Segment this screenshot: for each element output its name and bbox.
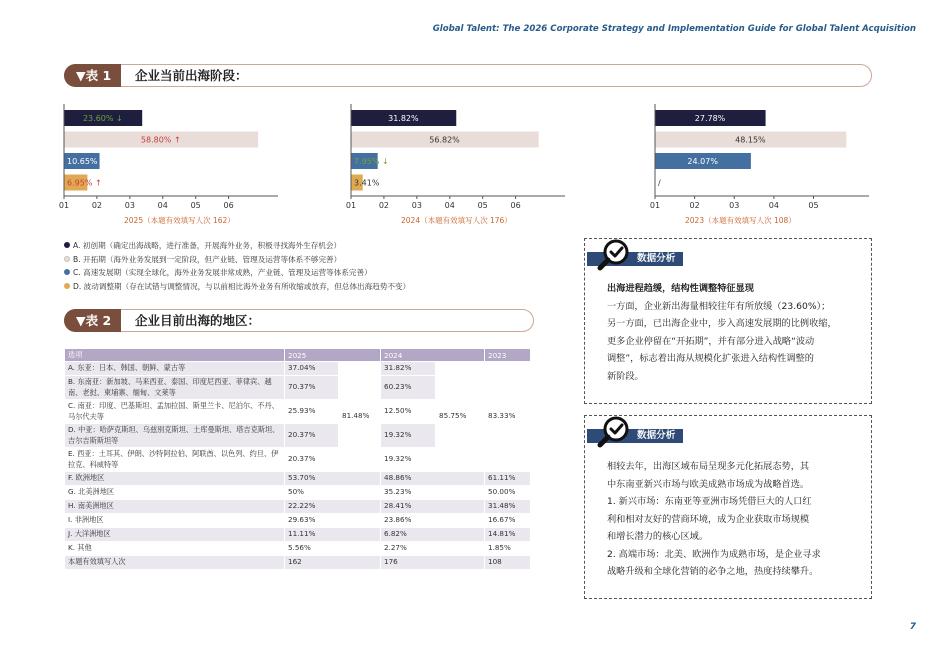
x-tick-label: 01 [345,201,357,210]
x-tick-label: 02 [91,201,103,210]
chart-2024-svg [345,104,571,212]
region-table-header [65,349,530,361]
analysis-1-heading: 出海进程趋缓，结构性调整特征显现 [607,283,754,294]
row-2023: 50.00% [485,486,530,499]
chart-legend [64,239,410,293]
asia-total-2023: 83.33% [485,362,530,471]
analysis-2-line: 利和相对友好的营商环境，成为企业获取市场规模 [607,513,810,525]
table-row [65,500,530,513]
row-label: B. 东南亚：新加坡、马来西亚、泰国、印度尼西亚、菲律宾、越南、老挝、柬埔寨、缅甸、文莱等 [65,376,284,399]
bar-label-b: 58.80% ↑ [140,135,181,145]
row-2023: 31.48% [485,500,530,513]
legend-dot-a [64,242,70,248]
row-label: A. 东亚：日本、韩国、朝鲜、蒙古等 [65,362,284,375]
row-2024: 19.32% [381,424,435,447]
row-2024: 60.23% [381,376,435,399]
legend-dot-d [64,283,70,289]
asia-total-2025: 81.48% [339,362,380,471]
row-2025: 29.63% [285,514,380,527]
row-label: I. 非洲地区 [65,514,284,527]
chart-2025-caption: 2025（本题有效填写人次 162） [124,216,235,225]
header-title: Global Talent: The 2026 Corporate Strategy and Implementation Guide for Global Talent Acquisition [432,24,916,34]
x-tick-label: 01 [649,201,661,210]
chart-2023-svg [649,104,875,212]
row-2025: 162 [285,556,380,569]
row-2025: 70.37% [285,376,338,399]
row-2023: 16.67% [485,514,530,527]
magnifier-check-icon [597,237,631,271]
legend-text-c: C. 高速发展期（实现全球化，海外业务发展非常成熟，产业链、管理及运营等体系完善） [73,268,372,278]
legend-item-c [64,266,410,280]
row-label: 本题有效填写人次 [65,556,284,569]
analysis-1-line: 另一方面，已出海企业中，步入高速发展期的比例收缩， [607,318,837,329]
row-2025: 53.70% [285,472,380,485]
analysis-2-body [607,458,853,581]
row-2023: 1.85% [485,542,530,555]
section1-header [64,64,872,87]
table-row [65,472,530,485]
analysis-2-line: 中东南亚新兴市场与欧美成熟市场成为战略首选。 [607,478,810,490]
row-label: K. 其他 [65,542,284,555]
x-tick-label: 05 [477,201,488,210]
page-number: 7 [909,622,916,632]
row-2023: 108 [485,556,530,569]
bar-label-d: 3.41% [354,178,380,188]
chart-2023 [649,104,875,225]
x-tick-label: 03 [729,201,740,210]
bar-label-c: 24.07% [687,157,718,166]
legend-item-b [64,253,410,267]
row-label: D. 中亚：哈萨克斯坦、乌兹别克斯坦、土库曼斯坦、塔吉克斯坦、吉尔吉斯斯坦等 [65,424,284,447]
analysis-2-label: 数据分析 [637,430,676,441]
bar-label-a: 23.60% ↓ [82,114,123,123]
bar-label-a: 31.82% [388,114,419,123]
x-tick-label: 03 [411,201,422,210]
legend-text-d: D. 波动调整期（存在试错与调整情况，与以前相比海外业务有所收缩或放弃，但总体出海趋势不变） [73,281,411,291]
analysis-2-line: 相较去年，出海区域布局呈现多元化拓展态势，其 [607,461,810,472]
analysis-1-line: 调整”，标志着出海从规模化扩张进入结构性调整的 [607,353,814,364]
section1-title: 企业当前出海阶段： [135,68,248,83]
analysis-1-label: 数据分析 [637,253,676,264]
bar-label-b: 56.82% [429,135,460,145]
row-2024: 31.82% [381,362,435,375]
bar-label-b: 48.15% [735,135,766,145]
row-2025: 20.37% [285,424,338,447]
analysis-1-line: 一方面，企业新出海量相较往年有所放缓（23.60%）； [607,300,831,312]
row-2024: 23.86% [381,514,484,527]
row-label: C. 南亚：印度、巴基斯坦、孟加拉国、斯里兰卡、尼泊尔、不丹、马尔代夫等 [65,400,284,423]
x-tick-label: 02 [689,201,700,210]
region-table [64,348,531,570]
chart-2024-caption: 2024（本题有效填写人次 176） [401,216,512,225]
asia-total-2024: 85.75% [436,362,484,471]
legend-dot-c [64,269,70,275]
x-tick-label: 03 [124,201,135,210]
row-label: J. 大洋洲地区 [65,528,284,541]
row-2024: 2.27% [381,542,484,555]
x-tick-label: 01 [58,201,70,210]
chart-2024 [345,104,571,225]
legend-text-a: A. 初创期（确定出海战略，进行准备，开展海外业务，积极寻找海外生存机会） [73,241,342,250]
section2-tag: ▼表 2 [64,309,121,332]
section1-tag: ▼表 1 [64,64,121,87]
row-2025: 37.04% [285,362,338,375]
row-2023: 61.11% [485,472,530,485]
row-2025: 25.93% [285,400,338,423]
x-tick-label: 05 [190,201,201,210]
row-2024: 28.41% [381,500,484,513]
bar-label-d: 6.95% ↑ [67,178,102,188]
row-2024: 19.32% [381,448,435,471]
section2-title: 企业目前出海的地区： [135,313,261,328]
row-label: G. 北美洲地区 [65,486,284,499]
header-2025: 2025 [285,349,380,361]
row-label: E. 西亚：土耳其、伊朗、沙特阿拉伯、阿联酋、以色列、约旦、伊拉克、科威特等 [65,448,284,471]
table-row [65,514,530,527]
section2-header [64,309,534,332]
chart-2023-caption: 2023（本题有效填写人次 108） [685,216,796,225]
legend-dot-b [64,256,70,262]
row-2024: 35.23% [381,486,484,499]
x-tick-label: 06 [510,201,521,210]
header-option: 选项 [65,349,284,361]
analysis-box-1 [584,238,872,404]
header-2023: 2023 [485,349,530,361]
row-2024: 176 [381,556,484,569]
bar-label-c: 10.65% [67,157,98,166]
analysis-2-line: 和增长潜力的核心区域。 [607,531,709,542]
bar-label-d: / [658,178,661,188]
row-2023: 14.81% [485,528,530,541]
row-2025: 11.11% [285,528,380,541]
bar-label-a: 27.78% [694,114,726,123]
row-2024: 6.82% [381,528,484,541]
row-2025: 50% [285,486,380,499]
table-row [65,362,530,375]
header-2024: 2024 [381,349,484,361]
bar-label-c: 7.95% ↓ [354,157,389,166]
row-2025: 20.37% [285,448,338,471]
legend-text-b: B. 开拓期（海外业务发展到一定阶段，但产业链、管理及运营等体系不够完善） [73,254,342,264]
table-row [65,556,530,569]
legend-item-d [64,280,410,294]
analysis-1-line: 新阶段。 [607,370,644,382]
magnifier-check-icon [597,414,631,448]
x-tick-label: 02 [378,201,390,210]
table-row [65,486,530,499]
table-row [65,528,530,541]
x-tick-label: 04 [157,201,168,210]
x-tick-label: 06 [223,201,234,210]
row-label: F. 欧洲地区 [65,472,284,485]
analysis-box-2 [584,415,872,599]
analysis-2-line: 1. 新兴市场：东南亚等亚洲市场凭借巨大的人口红 [607,496,812,507]
analysis-2-line: 2. 高端市场：北美、欧洲作为成熟市场，是企业寻求 [607,548,821,560]
table-row [65,542,530,555]
analysis-1-line: 更多企业停留在“开拓期”，并有部分进入战略“波动 [607,335,815,347]
row-label: H. 南美洲地区 [65,500,284,513]
row-2025: 22.22% [285,500,380,513]
x-tick-label: 05 [808,201,819,210]
row-2024: 48.86% [381,472,484,485]
x-tick-label: 04 [768,201,779,210]
chart-2025-svg [58,104,284,212]
analysis-1-body [607,280,853,385]
row-2025: 5.56% [285,542,380,555]
legend-item-a [64,239,410,253]
x-tick-label: 04 [444,201,455,210]
analysis-2-line: 战略升级和全球化营销的必争之地，热度持续攀升。 [607,566,819,577]
row-2024: 12.50% [381,400,435,423]
chart-2025 [58,104,284,225]
